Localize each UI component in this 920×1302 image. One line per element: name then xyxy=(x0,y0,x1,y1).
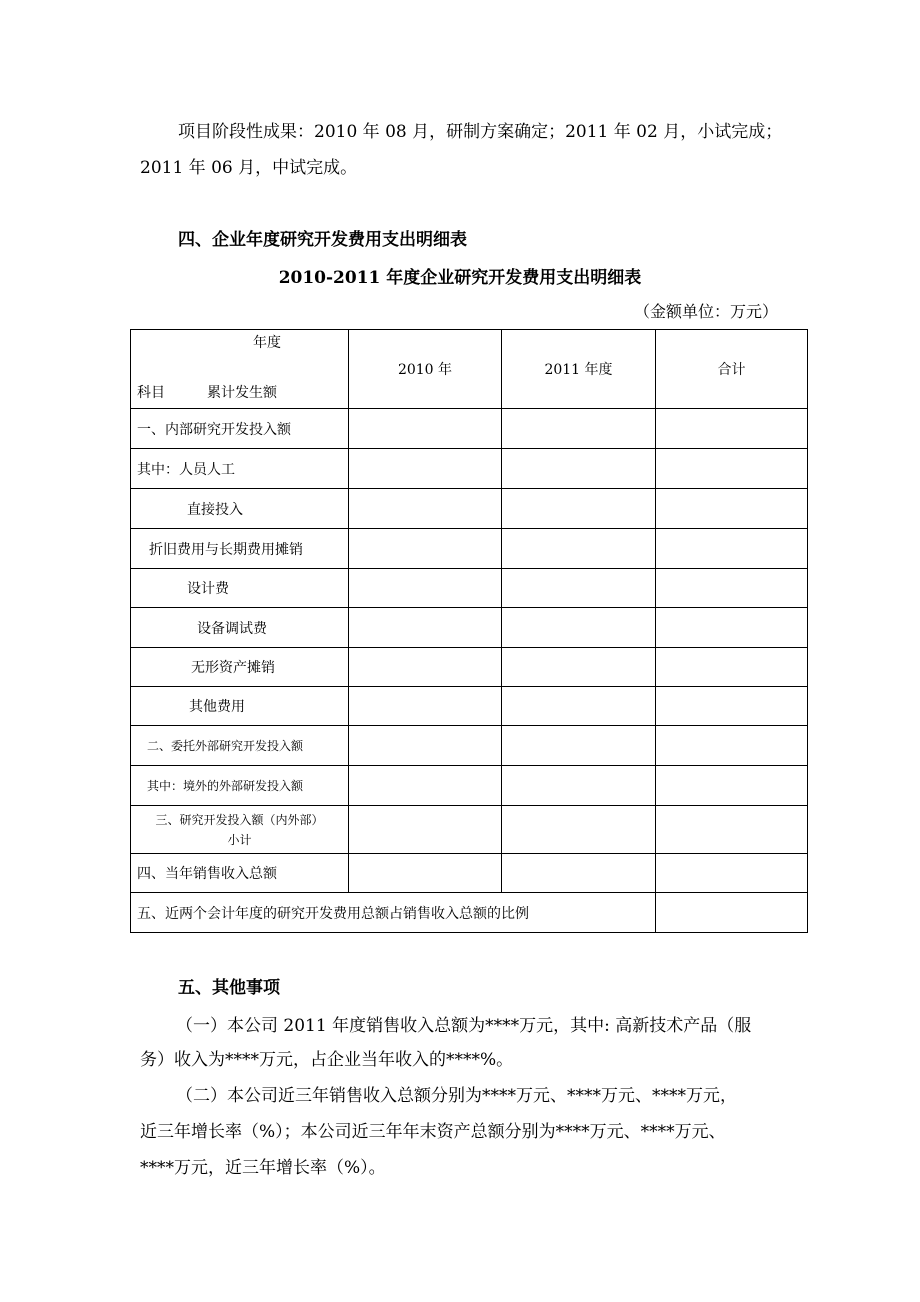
cell-2011[interactable] xyxy=(502,726,656,766)
header-accumulated-label: 累计发生额 xyxy=(207,385,277,401)
cell-2010[interactable] xyxy=(349,489,502,529)
cell-total[interactable] xyxy=(656,489,808,529)
cell-total[interactable] xyxy=(656,569,808,608)
table-row xyxy=(131,893,808,933)
header-year-label: 年度 xyxy=(253,335,281,351)
cell-2011[interactable] xyxy=(502,449,656,489)
header-2010: 2010 年 xyxy=(349,330,502,409)
rd-expense-table xyxy=(130,329,808,933)
cell-total[interactable] xyxy=(656,766,808,806)
table-row xyxy=(131,608,808,648)
header-total: 合计 xyxy=(656,330,808,409)
header-subject-label: 科目 xyxy=(137,385,165,401)
cell-2010[interactable] xyxy=(349,648,502,687)
section5-p1-line-2: 务）收入为****万元，占企业当年收入的****%。 xyxy=(140,1050,514,1070)
cell-2010[interactable] xyxy=(349,569,502,608)
section5-p2-line-3: ****万元，近三年增长率（%）。 xyxy=(140,1158,386,1178)
table-title: 2010-2011 年度企业研究开发费用支出明细表 xyxy=(278,268,642,288)
section5-heading: 五、其他事项 xyxy=(178,978,280,998)
cell-2011[interactable] xyxy=(502,806,656,854)
row-label: 其中：境外的外部研发投入额 xyxy=(131,766,349,806)
cell-2010[interactable] xyxy=(349,449,502,489)
row-label: 直接投入 xyxy=(131,489,349,529)
cell-2011[interactable] xyxy=(502,529,656,569)
table-row xyxy=(131,766,808,806)
table-row xyxy=(131,648,808,687)
cell-2010[interactable] xyxy=(349,854,502,893)
row-label: 设计费 xyxy=(131,569,349,608)
row-label xyxy=(131,806,349,854)
table-row xyxy=(131,409,808,449)
header-diagonal-cell xyxy=(131,330,349,409)
row-label-line-2: 小计 xyxy=(227,832,252,847)
cell-total[interactable] xyxy=(656,687,808,726)
row-label: 其他费用 xyxy=(131,687,349,726)
cell-total[interactable] xyxy=(656,648,808,687)
cell-2010[interactable] xyxy=(349,529,502,569)
section5-p2-line-1: （二）本公司近三年销售收入总额分别为****万元、****万元、****万元， xyxy=(176,1086,737,1106)
row-label: 其中：人员人工 xyxy=(131,449,349,489)
cell-2011[interactable] xyxy=(502,608,656,648)
cell-2011[interactable] xyxy=(502,489,656,529)
cell-total[interactable] xyxy=(656,608,808,648)
row-label: 二、委托外部研究开发投入额 xyxy=(131,726,349,766)
table-row xyxy=(131,687,808,726)
intro-line-2: 2011 年 06 月，中试完成。 xyxy=(140,158,358,178)
row-label: 一、内部研究开发投入额 xyxy=(131,409,349,449)
table-row xyxy=(131,569,808,608)
cell-2011[interactable] xyxy=(502,854,656,893)
cell-2010[interactable] xyxy=(349,766,502,806)
cell-total[interactable] xyxy=(656,726,808,766)
cell-2011[interactable] xyxy=(502,409,656,449)
cell-2011[interactable] xyxy=(502,766,656,806)
cell-total[interactable] xyxy=(656,409,808,449)
header-2011: 2011 年度 xyxy=(502,330,656,409)
row-label: 设备调试费 xyxy=(131,608,349,648)
cell-2010[interactable] xyxy=(349,806,502,854)
table-row xyxy=(131,726,808,766)
row-label: 无形资产摊销 xyxy=(131,648,349,687)
intro-line-1: 项目阶段性成果：2010 年 08 月，研制方案确定；2011 年 02 月，小试完成； xyxy=(178,122,783,142)
cell-total[interactable] xyxy=(656,806,808,854)
amount-unit-note: （金额单位：万元） xyxy=(633,302,778,321)
cell-2010[interactable] xyxy=(349,608,502,648)
cell-2010[interactable] xyxy=(349,687,502,726)
row-label: 五、近两个会计年度的研究开发费用总额占销售收入总额的比例 xyxy=(131,893,656,933)
cell-total[interactable] xyxy=(656,529,808,569)
row-label: 折旧费用与长期费用摊销 xyxy=(131,529,349,569)
cell-2011[interactable] xyxy=(502,569,656,608)
cell-2010[interactable] xyxy=(349,726,502,766)
cell-2011[interactable] xyxy=(502,687,656,726)
table-row xyxy=(131,529,808,569)
section5-p2-line-2: 近三年增长率（%）；本公司近三年年末资产总额分别为****万元、****万元、 xyxy=(140,1122,726,1142)
cell-2011[interactable] xyxy=(502,648,656,687)
table-row xyxy=(131,854,808,893)
row-label: 四、当年销售收入总额 xyxy=(131,854,349,893)
table-row xyxy=(131,489,808,529)
section4-heading: 四、企业年度研究开发费用支出明细表 xyxy=(178,230,467,250)
table-row xyxy=(131,806,808,854)
cell-total[interactable] xyxy=(656,854,808,893)
section5-p1-line-1: （一）本公司 2011 年度销售收入总额为****万元，其中: 高新技术产品（服 xyxy=(176,1016,752,1036)
cell-2010[interactable] xyxy=(349,409,502,449)
cell-total[interactable] xyxy=(656,893,808,933)
table-header-row xyxy=(131,330,808,409)
cell-total[interactable] xyxy=(656,449,808,489)
table-row xyxy=(131,449,808,489)
row-label-line-1: 三、研究开发投入额（内外部） xyxy=(155,812,324,827)
